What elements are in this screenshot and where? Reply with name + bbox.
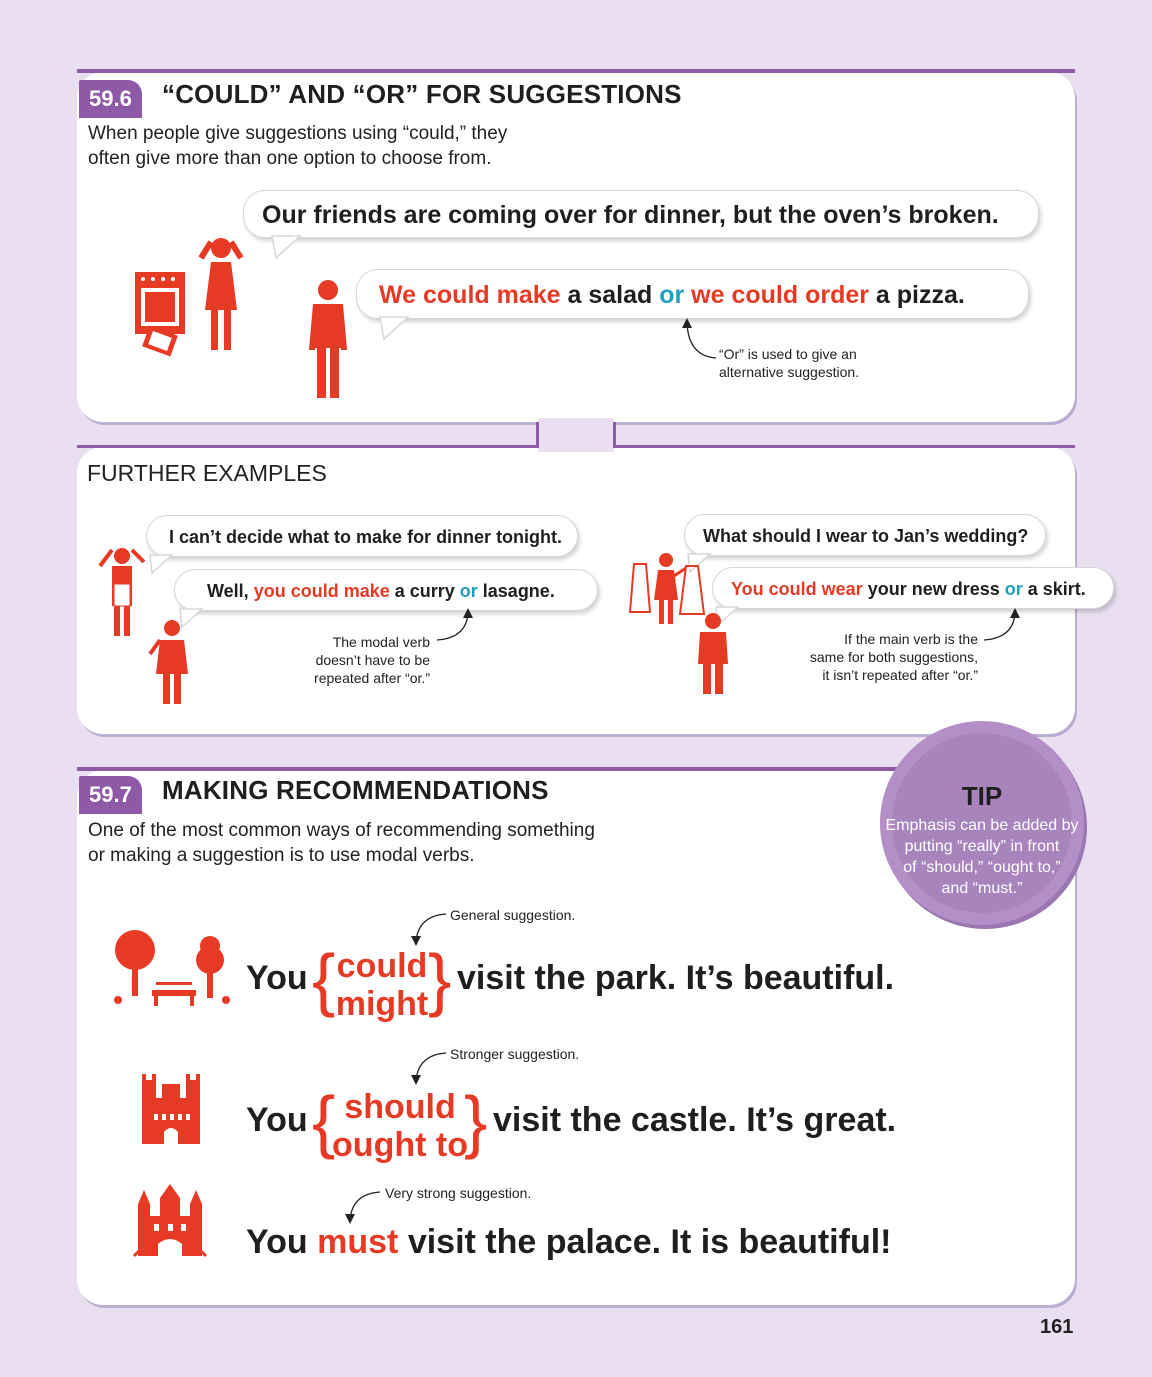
- further-topbar: [613, 445, 1075, 448]
- section-59-6-topbar: [77, 69, 1075, 73]
- tip-line: putting “really” in front: [904, 838, 1060, 855]
- park-icon: [110, 928, 232, 1016]
- page-number: 161: [1040, 1316, 1074, 1338]
- bubble-text: I can’t decide what to make for dinner tonight.: [169, 527, 563, 547]
- arrow-icon: [410, 1051, 450, 1087]
- modal-verbs: [332, 947, 432, 1023]
- arrow-icon: [680, 318, 720, 363]
- annotation-note: [719, 345, 859, 381]
- section-intro: [88, 818, 595, 868]
- note-line: “Or” is used to give an: [719, 346, 857, 362]
- arrow-icon: [435, 608, 475, 644]
- oven-icon: [133, 268, 188, 358]
- bubble-text: a salad: [560, 281, 660, 309]
- modal-verbs: [330, 1088, 470, 1164]
- tip-line: Emphasis can be added by: [885, 817, 1079, 834]
- speech-bubble: [356, 269, 1029, 319]
- section-number: 59.7: [79, 776, 142, 814]
- speech-bubble: [684, 514, 1046, 556]
- bubble-text: your new dress: [862, 579, 1005, 599]
- or-word: or: [459, 581, 478, 601]
- castle-icon: [138, 1070, 204, 1144]
- tip-line: of “should,” “ought to,”: [903, 859, 1061, 876]
- right-brace: }: [428, 940, 452, 1018]
- section-number: 59.6: [79, 80, 142, 118]
- sentence-subject: You: [246, 959, 308, 997]
- sentence-subject: You: [246, 1101, 308, 1139]
- section-59-7-topbar: [77, 767, 937, 771]
- note-line: The modal verb: [332, 634, 430, 650]
- arrow-icon: [982, 608, 1022, 644]
- intro-line: One of the most common ways of recommending something: [88, 820, 595, 841]
- note-line: repeated after “or.”: [314, 670, 430, 686]
- or-word: or: [1004, 579, 1023, 599]
- annotation-note: Very strong suggestion.: [385, 1185, 532, 1201]
- sentence-rest: visit the castle. It’s great.: [493, 1101, 897, 1139]
- bubble-text: Well,: [207, 581, 254, 601]
- modal-phrase: you could make: [253, 581, 390, 601]
- modal-phrase: You could wear: [731, 579, 863, 599]
- right-brace: }: [464, 1082, 488, 1160]
- tip-text: [864, 815, 1100, 899]
- sentence-rest: visit the park. It’s beautiful.: [457, 959, 895, 997]
- left-brace: {: [312, 940, 336, 1018]
- left-brace: {: [312, 1082, 336, 1160]
- bubble-tail: [150, 555, 174, 575]
- tip-title: TIP: [961, 781, 1003, 811]
- modal-verb: could: [336, 947, 428, 985]
- sentence: [246, 1223, 892, 1262]
- bubble-tail: [380, 317, 410, 341]
- person-figure-icon: [150, 618, 194, 706]
- further-title: FURTHER EXAMPLES: [87, 460, 327, 486]
- bubble-text: What should I wear to Jan’s wedding?: [703, 526, 1029, 546]
- speech-bubble: [243, 190, 1039, 238]
- man-figure-icon: [305, 278, 351, 400]
- chef-figure-icon: [98, 546, 146, 638]
- intro-line: or making a suggestion is to use modal verbs.: [88, 845, 475, 866]
- bubble-text: a curry: [389, 581, 460, 601]
- sentence-subject: You: [246, 1223, 318, 1261]
- bubble-text: a skirt.: [1022, 579, 1086, 599]
- intro-line: When people give suggestions using “could,” they: [88, 123, 508, 144]
- tip-line: and “must.”: [941, 880, 1023, 897]
- palace-icon: [130, 1184, 210, 1260]
- dresses-figure-icon: [628, 552, 706, 626]
- note-line: it isn’t repeated after “or.”: [822, 667, 978, 683]
- section-intro: [88, 121, 507, 171]
- modal-verb: must: [317, 1223, 399, 1261]
- modal-phrase: we could order: [684, 281, 869, 309]
- annotation-note: Stronger suggestion.: [450, 1046, 580, 1062]
- modal-verb: might: [335, 985, 429, 1023]
- speech-bubble: [174, 569, 598, 611]
- intro-line: often give more than one option to choose from.: [88, 148, 492, 169]
- connector: [538, 418, 614, 452]
- person-figure-icon: [696, 612, 730, 696]
- note-line: doesn’t have to be: [315, 652, 430, 668]
- section-title: “COULD” AND “OR” FOR SUGGESTIONS: [162, 79, 682, 109]
- note-line: same for both suggestions,: [809, 649, 978, 665]
- modal-verb: ought to: [332, 1126, 468, 1164]
- modal-verb: should: [344, 1088, 456, 1126]
- sentence-rest: visit the palace. It is beautiful!: [398, 1223, 892, 1261]
- bubble-text: a pizza.: [868, 281, 965, 309]
- section-title: MAKING RECOMMENDATIONS: [162, 775, 549, 805]
- arrow-icon: [344, 1190, 384, 1226]
- bubble-text: lasagne.: [477, 581, 555, 601]
- bubble-text: Our friends are coming over for dinner, but the oven’s broken.: [262, 201, 999, 229]
- speech-bubble: [712, 567, 1114, 609]
- note-line: alternative suggestion.: [719, 364, 860, 380]
- annotation-note: [780, 630, 978, 684]
- further-topbar: [77, 445, 539, 448]
- annotation-note: General suggestion.: [450, 907, 576, 923]
- speech-bubble: [146, 515, 578, 557]
- woman-figure-icon: [197, 236, 245, 354]
- annotation-note: [300, 633, 430, 687]
- bubble-tail: [272, 236, 302, 260]
- or-word: or: [659, 281, 685, 309]
- note-line: If the main verb is the: [844, 631, 978, 647]
- modal-phrase: We could make: [379, 281, 561, 309]
